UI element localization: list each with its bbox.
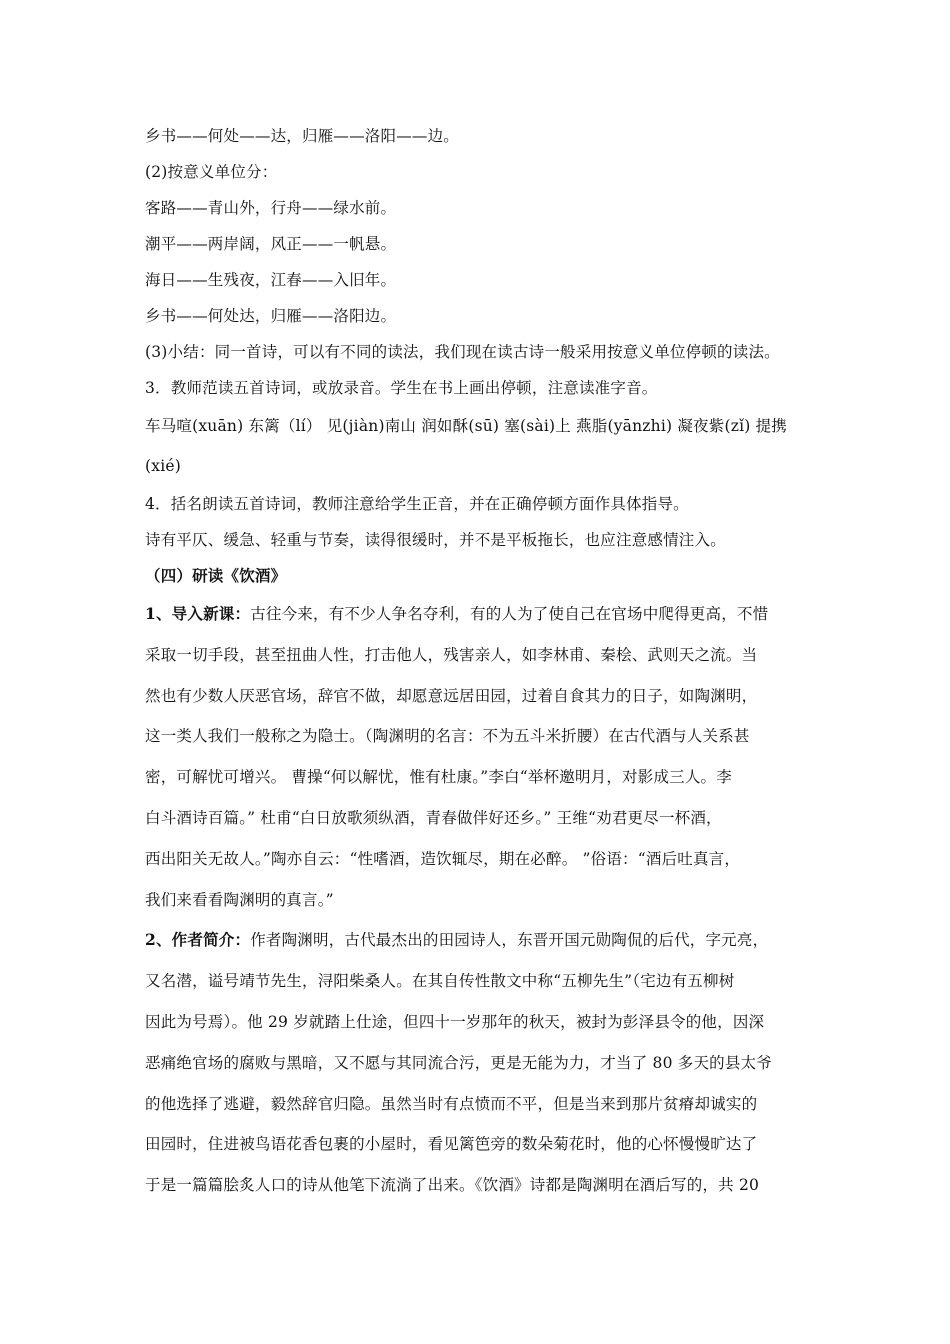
intro-text: 古往今来，有不少人争名夺利，有的人为了使自己在官场中爬得更高，不惜 <box>250 605 769 623</box>
paragraph-line: 的他选择了逃避，毅然辞官归隐。虽然当时有点愤而不平，但是当来到那片贫瘠却诚实的 <box>145 1094 758 1113</box>
pinyin-line-continued: (xié) <box>145 457 181 475</box>
paragraph-line: 这一类人我们一般称之为隐士。（陶渊明的名言：不为五斗米折腰）在古代酒与人关系甚 <box>145 727 750 746</box>
paragraph-line: 田园时，住进被鸟语花香包裹的小屋时，看见篱笆旁的数朵菊花时，他的心怀慢慢旷达了 <box>145 1135 758 1154</box>
paragraph-line: 我们来看看陶渊明的真言。” <box>145 890 334 909</box>
text-line: 诗有平仄、缓急、轻重与节奏，读得很缓时，并不是平板拖长，也应注意感情注入。 <box>145 531 726 549</box>
paragraph-line: 然也有少数人厌恶官场，辞官不做，却愿意远居田园，过着自食其力的日子，如陶渊明， <box>145 686 758 705</box>
text-line: 乡书——何处达，归雁——洛阳边。 <box>145 307 397 325</box>
section-heading: （四）研读《饮酒》 <box>145 566 287 585</box>
paragraph-line: 白斗酒诗百篇。” 杜甫“白日放歌须纵酒，青春做伴好还乡。” 王维“劝君更尽一杯酒， <box>145 808 722 827</box>
text-line: 3．教师范读五首诗词，或放录音。学生在书上画出停顿，注意读准字音。 <box>145 379 658 397</box>
text-line: 潮平——两岸阔，风正——一帆悬。 <box>145 235 397 253</box>
paragraph-line: 采取一切手段，甚至扭曲人性，打击他人，残害亲人，如李林甫、秦桧、武则天之流。当 <box>145 645 758 664</box>
text-line: (2)按意义单位分： <box>145 163 278 181</box>
author-label: 2、作者简介： <box>145 930 251 950</box>
paragraph-line: 恶痛绝官场的腐败与黑暗，又不愿与其同流合污，更是无能为力，才当了 80 多天的县太爷 <box>145 1053 772 1072</box>
paragraph-line: 因此为号焉）。他 29 岁就踏上仕途，但四十一岁那年的秋天，被封为彭泽县令的他，因深 <box>145 1012 765 1031</box>
text-line: 乡书——何处——达，归雁——洛阳——边。 <box>145 127 460 145</box>
paragraph-line: 密，可解忧可增兴。 曹操“何以解忧，惟有杜康。”李白“举杯邀明月，对影成三人。李 <box>145 768 732 787</box>
paragraph-line: 西出阳关无故人。”陶亦自云：“性嗜酒，造饮辄尽，期在必醉。 ”俗语：“酒后吐真言， <box>145 849 741 868</box>
pinyin-line: 车马喧(xuān) 东篱（lí） 见(jiàn)南山 润如酥(sū) 塞(sài)上 燕脂(yānzhi) 凝夜紫(zǐ) 提携 <box>145 417 788 435</box>
paragraph-author-first-line <box>145 920 825 961</box>
text-line: 海日——生残夜，江春——入旧年。 <box>145 271 397 289</box>
paragraph-line: 于是一篇篇脍炙人口的诗从他笔下流淌了出来。《饮酒》诗都是陶渊明在酒后写的，共 20 <box>145 1176 760 1195</box>
document-page <box>145 118 825 1206</box>
paragraph-intro-first-line <box>145 594 825 635</box>
paragraph-line: 又名潜，谥号靖节先生，浔阳柴桑人。在其自传性散文中称“五柳先生”（宅边有五柳树 <box>145 972 735 991</box>
intro-label: 1、导入新课： <box>145 604 251 623</box>
text-line: 客路——青山外，行舟——绿水前。 <box>145 199 397 217</box>
author-text: 作者陶渊明，古代最杰出的田园诗人，东晋开国元勋陶侃的后代，字元亮， <box>250 931 769 950</box>
text-line: (3)小结：同一首诗，可以有不同的读法，我们现在读古诗一般采用按意义单位停顿的读法。 <box>145 343 780 361</box>
text-line: 4．括名朗读五首诗词，教师注意给学生正音，并在正确停顿方面作具体指导。 <box>145 495 689 513</box>
